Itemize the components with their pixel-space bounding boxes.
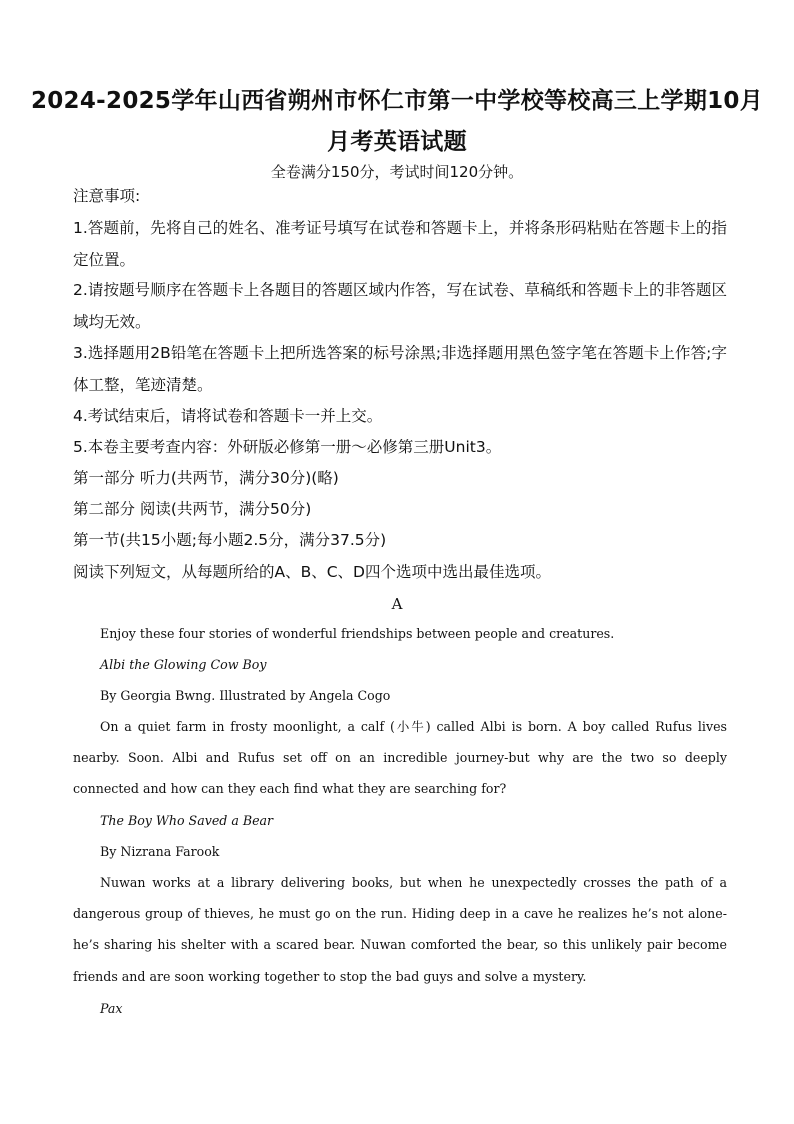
note-item-1: 1.答题前，先将自己的姓名、准考证号填写在试卷和答题卡上，并将条形码粘贴在答题卡上的指定位置。 xyxy=(73,219,727,269)
passage-intro: Enjoy these four stories of wonderful friendships between people and creatures. xyxy=(100,626,615,641)
exam-title-line1: 2024-2025学年山西省朔州市怀仁市第一中学校等校高三上学期10月 xyxy=(30,88,764,114)
note-item-4: 4.考试结束后，请将试卷和答题卡一并上交。 xyxy=(73,407,383,425)
note-item-5: 5.本卷主要考查内容：外研版必修第一册～必修第三册Unit3。 xyxy=(73,438,502,456)
book-byline-1: By Georgia Bwng. Illustrated by Angela Cogo xyxy=(100,688,391,703)
book-description-1: On a quiet farm in frosty moonlight, a calf (小牛) called Albi is born. A boy called Rufus lives nearby. Soon. Albi and Rufus set off on an incredible journey-but why are the two so deeply connected and how can they each find what they are searching for? xyxy=(73,719,727,797)
book-title-3: Pax xyxy=(100,1001,123,1016)
exam-title-line2: 月考英语试题 xyxy=(327,129,467,155)
book-byline-2: By Nizrana Farook xyxy=(100,844,220,859)
exam-subtitle: 全卷满分150分，考试时间120分钟。 xyxy=(270,163,524,181)
part-two-heading: 第二部分 阅读(共两节，满分50分) xyxy=(73,500,312,518)
section-one-heading: 第一节(共15小题;每小题2.5分，满分37.5分) xyxy=(73,531,387,549)
book-title-1: Albi the Glowing Cow Boy xyxy=(100,657,267,672)
book-description-2: Nuwan works at a library delivering books, but when he unexpectedly crosses the path of a dangerous group of thieves, he must go on the run. Hiding deep in a cave he realizes he’s not alone-he’s sharing his shelter with a scared bear. Nuwan comforted the bear, so this unlikely pair become friends and are soon working together to stop the bad guys and solve a mystery. xyxy=(73,875,727,984)
note-item-3: 3.选择题用2B铅笔在答题卡上把所选答案的标号涂黑;非选择题用黑色签字笔在答题卡上作答;字体工整，笔迹清楚。 xyxy=(73,344,727,394)
reading-instruction: 阅读下列短文，从每题所给的A、B、C、D四个选项中选出最佳选项。 xyxy=(73,563,551,581)
note-item-2: 2.请按题号顺序在答题卡上各题目的答题区域内作答，写在试卷、草稿纸和答题卡上的非答题区域均无效。 xyxy=(73,281,727,331)
book-title-2: The Boy Who Saved a Bear xyxy=(100,813,274,828)
notes-heading: 注意事项: xyxy=(73,187,141,205)
part-one-heading: 第一部分 听力(共两节，满分30分)(略) xyxy=(73,469,339,487)
passage-letter: A xyxy=(391,595,403,613)
